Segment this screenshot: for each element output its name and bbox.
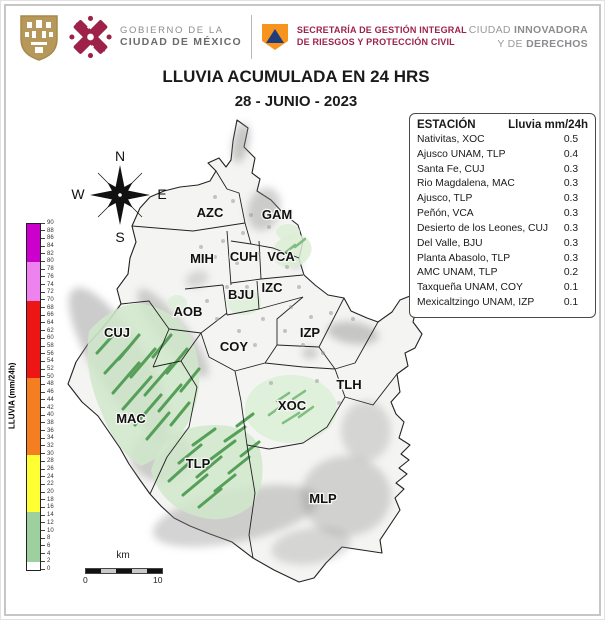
scalebar-unit: km bbox=[116, 550, 130, 561]
colorbar-tick bbox=[41, 561, 45, 562]
station-name: AMC UNAM, TLP bbox=[417, 267, 498, 279]
rain-value: 0.3 bbox=[563, 222, 579, 234]
colorbar-tick bbox=[41, 422, 45, 423]
station-rows bbox=[417, 133, 588, 311]
compass-w: W bbox=[71, 186, 85, 202]
station-name: Santa Fe, CUJ bbox=[417, 163, 485, 175]
colorbar-tick-label: 10 bbox=[47, 527, 54, 534]
rain-value: 0.3 bbox=[563, 208, 579, 220]
region-label-izc: IZC bbox=[261, 280, 283, 295]
colorbar-tick bbox=[41, 522, 45, 523]
colorbar-tick-label: 84 bbox=[47, 243, 54, 250]
colorbar-tick-label: 78 bbox=[47, 266, 54, 273]
colorbar-tick-label: 88 bbox=[47, 227, 54, 234]
region-label-mlp: MLP bbox=[309, 491, 337, 506]
table-row bbox=[417, 192, 588, 207]
colorbar-tick-label: 32 bbox=[47, 442, 54, 449]
colorbar-tick bbox=[41, 492, 45, 493]
station-name: Rio Magdalena, MAC bbox=[417, 178, 515, 190]
colorbar-tick-label: 26 bbox=[47, 466, 54, 473]
station-name: Mexicaltzingo UNAM, IZP bbox=[417, 296, 535, 308]
colorbar-tick bbox=[41, 299, 45, 300]
colorbar-tick-label: 18 bbox=[47, 496, 54, 503]
table-row bbox=[417, 163, 588, 178]
table-row bbox=[417, 148, 588, 163]
colorbar-tick bbox=[41, 284, 45, 285]
innov-line1-normal: CIUDAD bbox=[468, 23, 515, 36]
gov-line1: GOBIERNO DE LA bbox=[120, 24, 224, 36]
colorbar-tick-label: 8 bbox=[47, 535, 51, 542]
colorbar-tick bbox=[41, 261, 45, 262]
region-label-bju: BJU bbox=[227, 287, 255, 302]
gov-line2: CIUDAD DE MÉXICO bbox=[120, 36, 242, 49]
table-row bbox=[417, 207, 588, 222]
rain-value: 0.1 bbox=[563, 296, 579, 308]
region-label-aob: AOB bbox=[173, 304, 203, 319]
compass-rose bbox=[69, 147, 173, 247]
colorbar-tick-label: 50 bbox=[47, 373, 54, 380]
compass-n: N bbox=[114, 148, 126, 164]
colorbar-tick-label: 22 bbox=[47, 481, 54, 488]
rain-value: 0.3 bbox=[563, 193, 579, 205]
colorbar-tick-label: 20 bbox=[47, 489, 54, 496]
region-label-vca: VCA bbox=[267, 249, 295, 264]
colorbar-tick-label: 14 bbox=[47, 512, 54, 519]
colorbar-tick bbox=[41, 545, 45, 546]
region-label-xoc: XOC bbox=[277, 398, 307, 413]
colorbar-segment bbox=[27, 378, 40, 455]
colorbar-tick bbox=[41, 461, 45, 462]
colorbar-tick-label: 40 bbox=[47, 412, 54, 419]
colorbar-tick bbox=[41, 223, 45, 224]
cdmx-x-logo bbox=[68, 14, 113, 60]
colorbar-tick-label: 42 bbox=[47, 404, 54, 411]
colorbar-tick-label: 76 bbox=[47, 273, 54, 280]
colorbar-tick bbox=[41, 269, 45, 270]
colorbar-tick-label: 12 bbox=[47, 519, 54, 526]
colorbar-segment bbox=[27, 455, 40, 513]
rain-value: 0.2 bbox=[563, 267, 579, 279]
compass-e: E bbox=[157, 186, 167, 202]
colorbar-tick-label: 2 bbox=[47, 558, 51, 565]
rain-value: 0.4 bbox=[563, 148, 579, 160]
colorbar-tick bbox=[41, 376, 45, 377]
colorbar-tick bbox=[41, 361, 45, 362]
colorbar-tick-label: 70 bbox=[47, 296, 54, 303]
colorbar-tick-label: 46 bbox=[47, 389, 54, 396]
header bbox=[17, 11, 588, 63]
region-label-tlp: TLP bbox=[185, 456, 211, 471]
colorbar-tick-label: 62 bbox=[47, 327, 54, 334]
colorbar-segment bbox=[27, 562, 40, 570]
innov-line1-bold: INNOVADORA bbox=[514, 23, 588, 36]
colorbar-tick bbox=[41, 369, 45, 370]
colorbar-tick bbox=[41, 415, 45, 416]
colorbar-tick-label: 28 bbox=[47, 458, 54, 465]
colorbar-tick bbox=[41, 515, 45, 516]
table-row bbox=[417, 266, 588, 281]
colorbar-tick bbox=[41, 238, 45, 239]
innov-line2-bold: DERECHOS bbox=[526, 38, 588, 50]
rain-value: 0.1 bbox=[563, 282, 579, 294]
colorbar-tick bbox=[41, 453, 45, 454]
colorbar-tick bbox=[41, 445, 45, 446]
colorbar-tick-label: 34 bbox=[47, 435, 54, 442]
table-row bbox=[417, 296, 588, 311]
colorbar-tick bbox=[41, 338, 45, 339]
colorbar-tick-label: 90 bbox=[47, 220, 54, 226]
colorbar-tick bbox=[41, 469, 45, 470]
station-name: Ajusco UNAM, TLP bbox=[417, 148, 506, 160]
colorbar-segment bbox=[27, 262, 40, 300]
colorbar-tick bbox=[41, 276, 45, 277]
colorbar-tick-label: 52 bbox=[47, 366, 54, 373]
colorbar-tick bbox=[41, 499, 45, 500]
ciudad-innovadora-wordmark bbox=[469, 23, 588, 51]
colorbar-tick-label: 66 bbox=[47, 312, 54, 319]
rain-value: 0.3 bbox=[563, 178, 579, 190]
colorbar-tick-label: 54 bbox=[47, 358, 54, 365]
colorbar-tick bbox=[41, 407, 45, 408]
table-row bbox=[417, 237, 588, 252]
scalebar bbox=[85, 568, 163, 574]
colorbar-tick-label: 36 bbox=[47, 427, 54, 434]
colorbar-tick bbox=[41, 307, 45, 308]
station-name: Taxqueña UNAM, COY bbox=[417, 282, 523, 294]
scalebar-start: 0 bbox=[83, 575, 88, 585]
colorbar-tick-label: 30 bbox=[47, 450, 54, 457]
colorbar-tick bbox=[41, 230, 45, 231]
table-row bbox=[417, 252, 588, 267]
colorbar-segment bbox=[27, 301, 40, 378]
colorbar-tick bbox=[41, 315, 45, 316]
value-col-header: Lluvia mm/24h bbox=[508, 119, 588, 131]
station-name: Desierto de los Leones, CUJ bbox=[417, 222, 549, 234]
colorbar-tick bbox=[41, 438, 45, 439]
colorbar-tick-label: 0 bbox=[47, 566, 51, 572]
colorbar-tick-label: 68 bbox=[47, 304, 54, 311]
map-date: 28 - JUNIO - 2023 bbox=[234, 93, 358, 110]
colorbar-tick bbox=[41, 322, 45, 323]
colorbar-segment bbox=[27, 512, 40, 562]
region-label-mac: MAC bbox=[116, 411, 146, 426]
table-row bbox=[417, 177, 588, 192]
station-name: Nativitas, XOC bbox=[417, 134, 485, 145]
colorbar-tick bbox=[41, 507, 45, 508]
region-label-izp: IZP bbox=[299, 325, 321, 340]
colorbar-tick bbox=[41, 399, 45, 400]
colorbar-tick bbox=[41, 484, 45, 485]
map-title: LLUVIA ACUMULADA EN 24 HRS bbox=[162, 67, 430, 86]
colorbar-tick-label: 44 bbox=[47, 396, 54, 403]
colorbar-tick-label: 4 bbox=[47, 550, 51, 557]
station-name: Del Valle, BJU bbox=[417, 237, 483, 249]
colorbar-tick bbox=[41, 530, 45, 531]
station-name: Ajusco, TLP bbox=[417, 193, 473, 205]
station-col-header: ESTACIÓN bbox=[417, 119, 476, 131]
secretaria-wordmark bbox=[297, 25, 467, 48]
station-name: Peñón, VCA bbox=[417, 208, 474, 220]
colorbar-tick-label: 24 bbox=[47, 473, 54, 480]
region-label-mih: MIH bbox=[190, 251, 214, 266]
rain-value: 0.5 bbox=[563, 134, 579, 145]
colorbar-tick-label: 58 bbox=[47, 343, 54, 350]
colorbar-tick-label: 60 bbox=[47, 335, 54, 342]
colorbar-tick-label: 6 bbox=[47, 542, 51, 549]
colorbar-tick-label: 86 bbox=[47, 235, 54, 242]
region-label-cuj: CUJ bbox=[103, 325, 131, 340]
scalebar-end: 10 bbox=[153, 575, 163, 585]
colorbar-segment bbox=[27, 224, 40, 262]
colorbar-tick-label: 38 bbox=[47, 419, 54, 426]
innov-line2-normal: Y DE bbox=[497, 38, 527, 50]
rain-value: 0.3 bbox=[563, 163, 579, 175]
colorbar-tick bbox=[41, 346, 45, 347]
colorbar-tick-label: 80 bbox=[47, 258, 54, 265]
header-divider bbox=[251, 15, 252, 59]
colorbar bbox=[26, 223, 41, 571]
secretaria-line2: DE RIESGOS Y PROTECCIÓN CIVIL bbox=[296, 37, 455, 47]
colorbar-tick bbox=[41, 569, 45, 570]
compass-s: S bbox=[115, 229, 125, 245]
colorbar-tick-label: 74 bbox=[47, 281, 54, 288]
proteccion-civil-logo bbox=[260, 22, 290, 52]
colorbar-tick bbox=[41, 330, 45, 331]
station-name: Planta Abasolo, TLP bbox=[417, 252, 511, 264]
colorbar-tick-label: 48 bbox=[47, 381, 54, 388]
colorbar-tick bbox=[41, 253, 45, 254]
region-label-cuh: CUH bbox=[229, 249, 259, 264]
cdmx-shield-logo bbox=[19, 14, 59, 61]
colorbar-tick-label: 16 bbox=[47, 504, 54, 511]
colorbar-tick bbox=[41, 292, 45, 293]
station-table bbox=[409, 113, 596, 318]
table-row bbox=[417, 281, 588, 296]
rain-value: 0.3 bbox=[563, 252, 579, 264]
colorbar-tick-label: 82 bbox=[47, 250, 54, 257]
colorbar-tick bbox=[41, 246, 45, 247]
colorbar-tick bbox=[41, 353, 45, 354]
region-label-coy: COY bbox=[219, 339, 249, 354]
colorbar-tick bbox=[41, 476, 45, 477]
colorbar-tick bbox=[41, 392, 45, 393]
colorbar-axis-label: LLUVIA (mm/24h) bbox=[7, 362, 17, 430]
colorbar-tick-label: 56 bbox=[47, 350, 54, 357]
secretaria-line1: SECRETARÍA DE GESTIÓN INTEGRAL bbox=[296, 25, 467, 36]
colorbar-tick bbox=[41, 430, 45, 431]
table-row bbox=[417, 133, 588, 148]
colorbar-tick bbox=[41, 384, 45, 385]
gov-wordmark bbox=[120, 25, 242, 50]
region-label-azc: AZC bbox=[196, 205, 224, 220]
rain-value: 0.3 bbox=[563, 237, 579, 249]
region-label-gam: GAM bbox=[261, 207, 293, 222]
colorbar-tick bbox=[41, 553, 45, 554]
colorbar-tick-label: 64 bbox=[47, 319, 54, 326]
table-row bbox=[417, 222, 588, 237]
region-label-tlh: TLH bbox=[336, 377, 362, 392]
colorbar-tick bbox=[41, 538, 45, 539]
colorbar-tick-label: 72 bbox=[47, 289, 54, 296]
